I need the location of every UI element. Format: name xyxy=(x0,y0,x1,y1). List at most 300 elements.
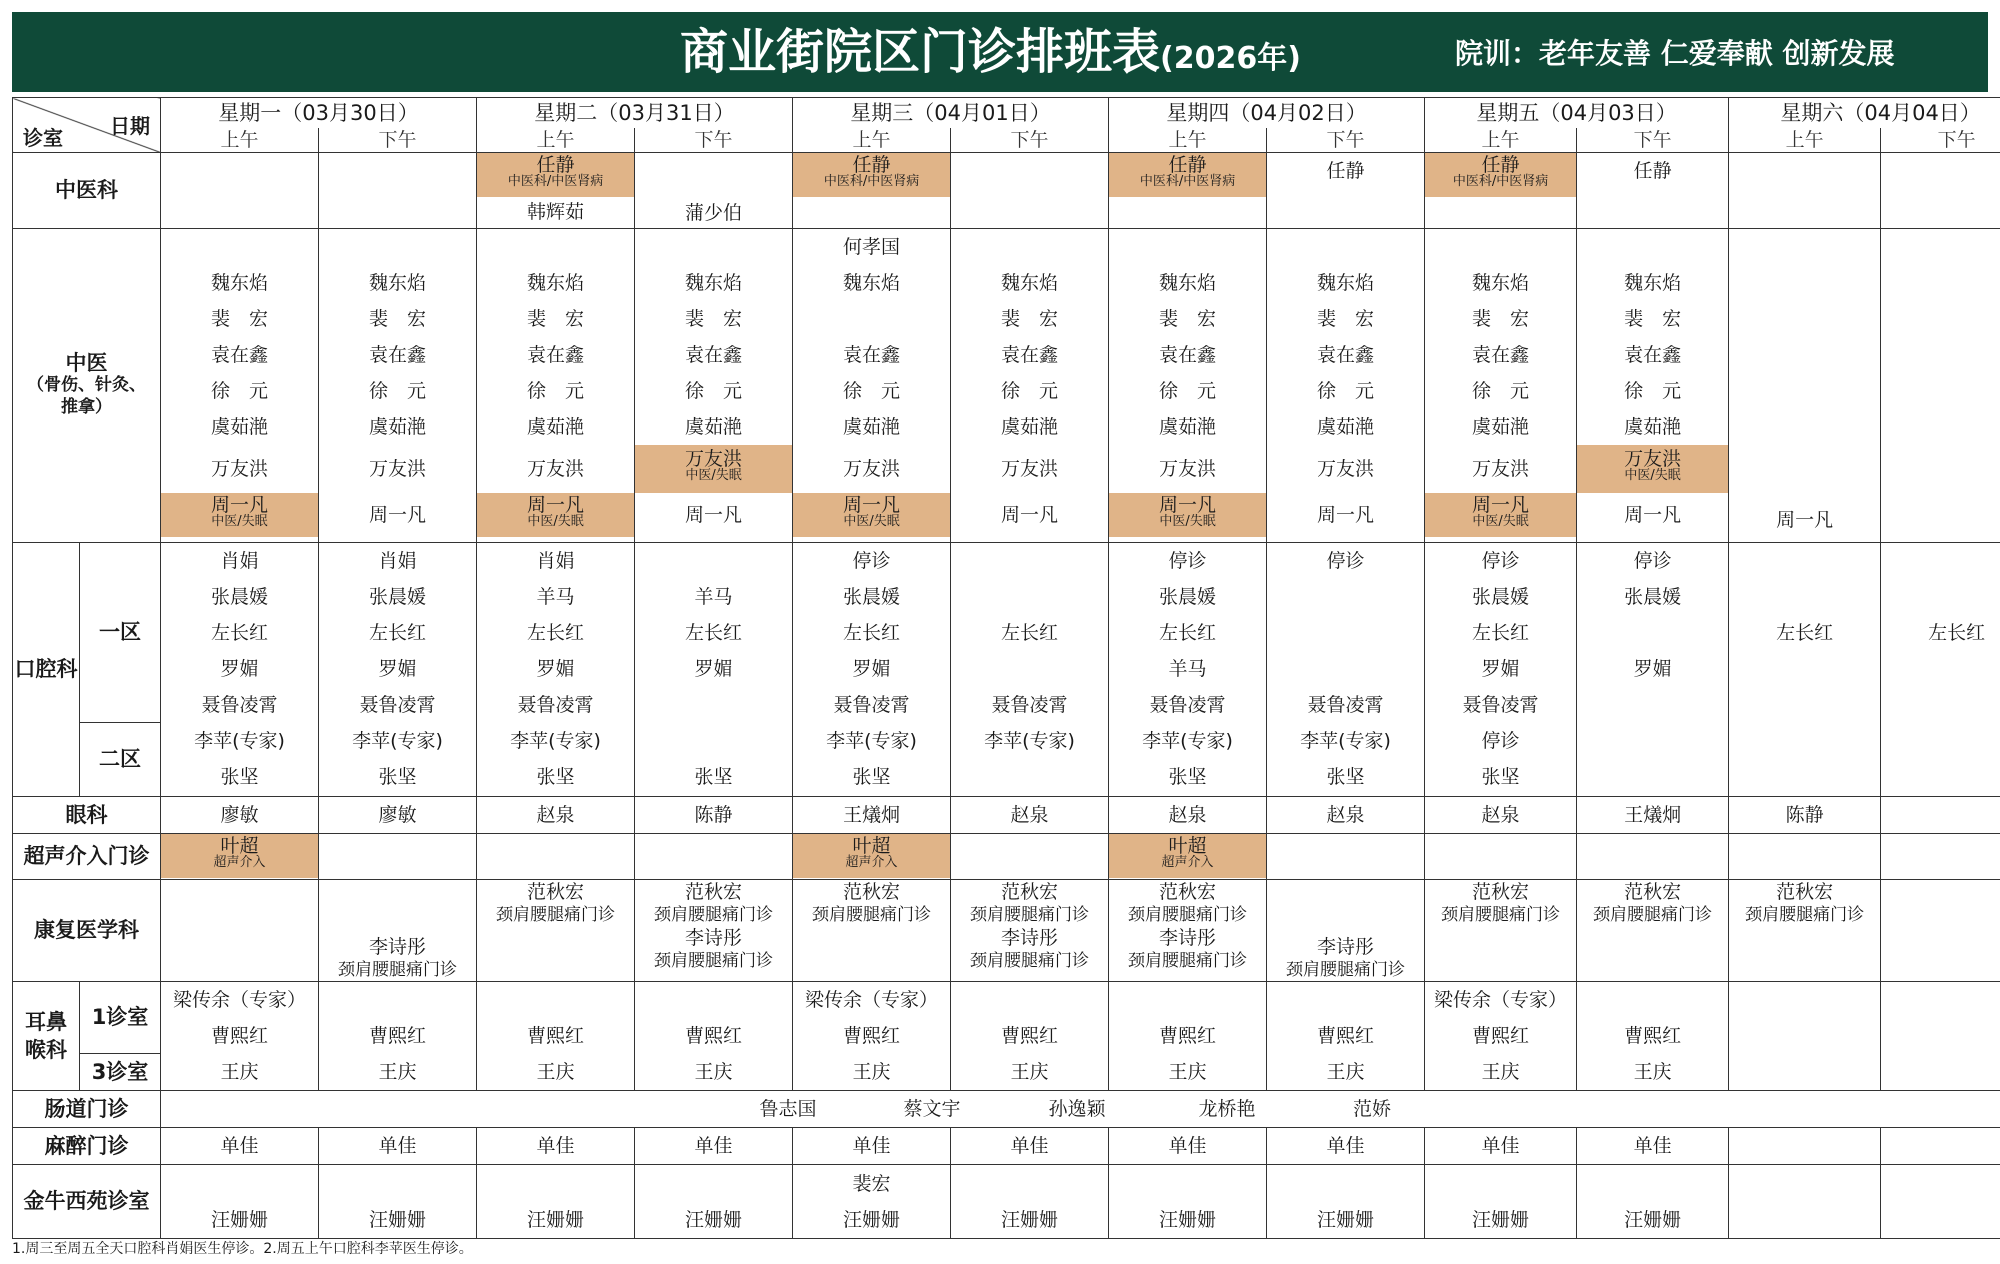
cell-tcm-thu-pm xyxy=(1267,152,1425,228)
doctor-name: 李苹(专家) xyxy=(510,729,601,752)
closed-status: 停诊 xyxy=(1481,729,1520,752)
cell-empty xyxy=(161,152,319,228)
cell-tcm2-thu-am xyxy=(1109,228,1267,542)
doctor-name: 周一凡 xyxy=(1624,503,1682,526)
cell-jinniu xyxy=(477,1164,635,1238)
doctor-name: 罗媚 xyxy=(378,657,417,680)
doctor-name: 曹熙红 xyxy=(210,1024,268,1047)
cell-anes: 单佳 xyxy=(477,1127,635,1164)
doctor-name: 蔡文宇 xyxy=(903,1097,961,1120)
doctor-name: 王庆 xyxy=(694,1060,733,1083)
doctor-name: 徐 元 xyxy=(527,379,585,402)
doctor-name: 周一凡 xyxy=(1776,508,1834,531)
cell-ultra-thu-am xyxy=(1109,833,1267,879)
doctor-name: 万友洪 xyxy=(843,457,901,480)
cell-empty xyxy=(1881,1164,2000,1238)
cell-jinniu xyxy=(161,1164,319,1238)
doctor-name: 肖娟 xyxy=(536,549,575,572)
half-am: 上午 xyxy=(477,128,635,153)
cell-rehab-tue-am xyxy=(477,879,635,981)
doctor-name: 范秋宏 xyxy=(843,880,901,903)
clinic-spec: 颈肩腰腿痛门诊 xyxy=(338,959,457,980)
cell-empty xyxy=(1881,152,2000,228)
cell-tcm2-mon-pm xyxy=(319,228,477,542)
cell-anes: 单佳 xyxy=(1577,1127,1729,1164)
cell-jinniu xyxy=(1425,1164,1577,1238)
doctor-name: 曹熙红 xyxy=(843,1024,901,1047)
clinic-spec: 颈肩腰腿痛门诊 xyxy=(496,904,616,925)
doctor-name: 袁在鑫 xyxy=(369,343,427,366)
doctor-name: 范秋宏 xyxy=(1776,880,1834,903)
cell-tcm-fri-pm xyxy=(1577,152,1729,228)
doctor-name: 王庆 xyxy=(1168,1060,1207,1083)
doctor-name: 左长红 xyxy=(210,621,268,644)
doctor-name: 曹熙红 xyxy=(369,1024,427,1047)
cell-eye: 赵泉 xyxy=(1109,796,1267,833)
doctor-name: 袁在鑫 xyxy=(1624,343,1682,366)
doctor-name: 袁在鑫 xyxy=(843,343,901,366)
doctor-name: 万友洪 xyxy=(1159,457,1217,480)
doctor-name: 汪姗姗 xyxy=(210,1208,268,1231)
page-title xyxy=(680,24,1301,87)
doctor-name: 魏东焰 xyxy=(685,271,743,294)
doctor-name: 张坚 xyxy=(378,765,417,788)
cell-eye: 王燨炯 xyxy=(1577,796,1729,833)
clinic-spec: 颈肩腰腿痛门诊 xyxy=(1286,959,1406,980)
doctor-name: 袁在鑫 xyxy=(210,343,268,366)
doctor-name: 万友洪 xyxy=(1317,457,1375,480)
title-main: 商业街院区门诊排班表 xyxy=(680,24,1161,80)
clinic-spec: 颈肩腰腿痛门诊 xyxy=(970,904,1090,925)
doctor-name: 聂鲁凌霄 xyxy=(517,693,594,716)
doctor-name: 左长红 xyxy=(843,621,901,644)
cell-ent-tue-am xyxy=(477,981,635,1090)
doctor-name: 周一凡 xyxy=(369,503,427,526)
cell-empty xyxy=(1729,981,1881,1090)
doctor-name: 虞茹滟 xyxy=(1472,415,1530,438)
doctor-name: 范秋宏 xyxy=(685,880,743,903)
cell-dental-tue-pm xyxy=(635,542,793,796)
doctor-name: 李苹(专家) xyxy=(194,729,285,752)
half-am: 上午 xyxy=(1729,128,1881,153)
doctor-name: 张坚 xyxy=(1326,765,1365,788)
doctor-name: 徐 元 xyxy=(1317,379,1375,402)
cell-empty xyxy=(1881,879,2000,981)
doctor-name: 徐 元 xyxy=(843,379,901,402)
cell-empty xyxy=(1729,1127,1881,1164)
cell-rehab-fri-am xyxy=(1425,879,1577,981)
doctor-name: 裴 宏 xyxy=(1001,307,1059,330)
dept-ultrasound: 超声介入门诊 xyxy=(13,833,161,879)
cell-rehab-mon-pm xyxy=(319,879,477,981)
cell-ent-fri-pm xyxy=(1577,981,1729,1090)
doctor-name: 范秋宏 xyxy=(1472,880,1530,903)
ent-room-3: 3诊室 xyxy=(80,1054,161,1090)
cell-ultra-wed-am xyxy=(793,833,951,879)
cell-ent-fri-am xyxy=(1425,981,1577,1090)
cell-tcm2-fri-pm xyxy=(1577,228,1729,542)
cell-dental-sat-pm xyxy=(1881,542,2000,796)
doctor-name: 张坚 xyxy=(694,765,733,788)
title-year: (2026年) xyxy=(1160,41,1301,76)
doctor-name: 羊马 xyxy=(1168,657,1207,680)
header-banner xyxy=(12,12,1988,92)
doctor-name: 左长红 xyxy=(527,621,585,644)
dept-rehab: 康复医学科 xyxy=(13,879,161,981)
doctor-name: 汪姗姗 xyxy=(685,1208,743,1231)
doctor-name: 魏东焰 xyxy=(210,271,268,294)
cell-empty xyxy=(951,833,1109,879)
corner-date-label: 日期 xyxy=(110,114,150,138)
doctor-name: 万友洪 xyxy=(527,457,585,480)
doctor-name: 李苹(专家) xyxy=(352,729,443,752)
doctor-name: 汪姗姗 xyxy=(369,1208,427,1231)
cell-empty xyxy=(1881,981,2000,1090)
doctor-name: 李苹(专家) xyxy=(1300,729,1391,752)
doctor-name: 张坚 xyxy=(1168,765,1207,788)
corner-cell xyxy=(13,98,161,153)
cell-empty xyxy=(1425,833,1577,879)
cell-dental-wed-am xyxy=(793,542,951,796)
closed-status: 停诊 xyxy=(1633,549,1672,572)
doctor-name: 魏东焰 xyxy=(1159,271,1217,294)
doctor-name: 袁在鑫 xyxy=(1472,343,1530,366)
cell-dental-mon-am xyxy=(161,542,319,796)
doctor-highlight: 叶超 超声介入 xyxy=(793,834,950,878)
clinic-spec: 颈肩腰腿痛门诊 xyxy=(1441,904,1561,925)
footnote: 1.周三至周五全天口腔科肖娟医生停诊。2.周五上午口腔科李苹医生停诊。 xyxy=(12,1241,473,1257)
doctor-highlight: 万友洪 中医/失眠 xyxy=(1577,445,1728,493)
doctor-name: 左长红 xyxy=(685,621,743,644)
cell-tcm2-wed-am xyxy=(793,228,951,542)
cell-dental-fri-pm xyxy=(1577,542,1729,796)
doctor-name: 徐 元 xyxy=(1472,379,1530,402)
half-pm: 下午 xyxy=(951,128,1109,153)
doctor-name: 蒲少伯 xyxy=(685,201,743,224)
doctor-highlight: 周一凡 中医/失眠 xyxy=(477,493,634,537)
doctor-name: 曹熙红 xyxy=(527,1024,585,1047)
doctor-name: 万友洪 xyxy=(369,457,427,480)
doctor-name: 周一凡 xyxy=(1317,503,1375,526)
cell-anes: 单佳 xyxy=(951,1127,1109,1164)
cell-eye: 廖敏 xyxy=(161,796,319,833)
doctor-name: 羊马 xyxy=(536,585,575,608)
doctor-name: 魏东焰 xyxy=(843,271,901,294)
day-header-thu: 星期四（04月02日） xyxy=(1109,98,1425,128)
clinic-spec: 颈肩腰腿痛门诊 xyxy=(654,950,774,971)
ent-room-1: 1诊室 xyxy=(80,981,161,1054)
half-am: 上午 xyxy=(1109,128,1267,153)
doctor-name: 徐 元 xyxy=(1159,379,1217,402)
doctor-name: 鲁志国 xyxy=(759,1097,817,1120)
doctor-name: 李苹(专家) xyxy=(826,729,917,752)
cell-dental-sat-am xyxy=(1729,542,1881,796)
doctor-name: 范秋宏 xyxy=(1624,880,1682,903)
doctor-name: 万友洪 xyxy=(1472,457,1530,480)
cell-jinniu xyxy=(635,1164,793,1238)
cell-rehab-tue-pm xyxy=(635,879,793,981)
doctor-name: 龙桥艳 xyxy=(1198,1097,1256,1120)
cell-ent-mon-am xyxy=(161,981,319,1090)
dept-tcm-ortho: 中医 （骨伤、针灸、 推拿） xyxy=(13,228,161,542)
doctor-name: 虞茹滟 xyxy=(1624,415,1682,438)
cell-empty xyxy=(1881,228,2000,542)
doctor-name: 裴 宏 xyxy=(1159,307,1217,330)
doctor-name: 裴 宏 xyxy=(369,307,427,330)
cell-anes: 单佳 xyxy=(793,1127,951,1164)
doctor-highlight: 任静 中医科/中医肾病 xyxy=(1109,153,1266,197)
doctor-highlight: 任静 中医科/中医肾病 xyxy=(477,153,634,197)
dental-zone-1: 一区 xyxy=(80,542,161,722)
half-am: 上午 xyxy=(793,128,951,153)
cell-anes: 单佳 xyxy=(161,1127,319,1164)
doctor-highlight: 叶超 超声介入 xyxy=(161,834,318,878)
doctor-name: 曹熙红 xyxy=(685,1024,743,1047)
doctor-name: 梁传余（专家） xyxy=(805,988,939,1011)
cell-jinniu xyxy=(319,1164,477,1238)
doctor-name: 范秋宏 xyxy=(1159,880,1217,903)
cell-eye: 陈静 xyxy=(1729,796,1881,833)
doctor-name: 王庆 xyxy=(1481,1060,1520,1083)
doctor-name: 聂鲁凌霄 xyxy=(359,693,436,716)
cell-jinniu xyxy=(951,1164,1109,1238)
doctor-name: 曹熙红 xyxy=(1001,1024,1059,1047)
half-pm: 下午 xyxy=(1267,128,1425,153)
clinic-spec: 颈肩腰腿痛门诊 xyxy=(654,904,774,925)
day-header-sat: 星期六（04月04日） xyxy=(1729,98,2000,128)
doctor-name: 万友洪 xyxy=(1001,457,1059,480)
dept-tcm: 中医科 xyxy=(13,152,161,228)
half-am: 上午 xyxy=(1425,128,1577,153)
cell-tcm2-thu-pm xyxy=(1267,228,1425,542)
doctor-name: 周一凡 xyxy=(685,503,743,526)
cell-ent-wed-am xyxy=(793,981,951,1090)
cell-dental-wed-pm xyxy=(951,542,1109,796)
closed-status: 停诊 xyxy=(1481,549,1520,572)
doctor-name: 虞茹滟 xyxy=(1159,415,1217,438)
doctor-name: 罗媚 xyxy=(1481,657,1520,680)
dental-zone-2: 二区 xyxy=(80,722,161,796)
doctor-name: 聂鲁凌霄 xyxy=(1149,693,1226,716)
cell-jinniu xyxy=(1577,1164,1729,1238)
cell-empty xyxy=(1729,152,1881,228)
day-header-tue: 星期二（03月31日） xyxy=(477,98,793,128)
doctor-name: 袁在鑫 xyxy=(1317,343,1375,366)
doctor-name: 李诗彤 xyxy=(1159,926,1217,949)
doctor-name: 虞茹滟 xyxy=(1317,415,1375,438)
cell-anes: 单佳 xyxy=(1267,1127,1425,1164)
doctor-name: 左长红 xyxy=(1928,621,1986,644)
cell-dental-thu-pm xyxy=(1267,542,1425,796)
doctor-name: 范秋宏 xyxy=(1001,880,1059,903)
doctor-name: 左长红 xyxy=(369,621,427,644)
doctor-name: 王庆 xyxy=(1633,1060,1672,1083)
doctor-name: 罗媚 xyxy=(852,657,891,680)
doctor-name: 徐 元 xyxy=(210,379,268,402)
cell-anes: 单佳 xyxy=(319,1127,477,1164)
doctor-name: 任静 xyxy=(1326,159,1365,182)
cell-tcm-fri-am xyxy=(1425,152,1577,228)
cell-rehab-thu-am xyxy=(1109,879,1267,981)
cell-tcm2-sat-am xyxy=(1729,228,1881,542)
cell-ent-thu-pm xyxy=(1267,981,1425,1090)
doctor-name: 汪姗姗 xyxy=(527,1208,585,1231)
doctor-name: 肖娟 xyxy=(220,549,259,572)
doctor-name: 魏东焰 xyxy=(369,271,427,294)
cell-rehab-fri-pm xyxy=(1577,879,1729,981)
doctor-name: 何孝国 xyxy=(843,235,901,258)
cell-tcm2-fri-am xyxy=(1425,228,1577,542)
doctor-name: 虞茹滟 xyxy=(685,415,743,438)
half-pm: 下午 xyxy=(635,128,793,153)
doctor-name: 魏东焰 xyxy=(527,271,585,294)
doctor-name: 左长红 xyxy=(1159,621,1217,644)
doctor-name: 梁传余（专家） xyxy=(1434,988,1568,1011)
clinic-spec: 颈肩腰腿痛门诊 xyxy=(1593,904,1713,925)
cell-ultra-mon-am xyxy=(161,833,319,879)
cell-empty xyxy=(1729,1164,1881,1238)
cell-empty xyxy=(1881,833,2000,879)
doctor-name: 曹熙红 xyxy=(1624,1024,1682,1047)
doctor-name: 李苹(专家) xyxy=(1142,729,1233,752)
doctor-name: 聂鲁凌霄 xyxy=(833,693,910,716)
clinic-spec: 颈肩腰腿痛门诊 xyxy=(1128,950,1248,971)
cell-empty xyxy=(161,879,319,981)
doctor-name: 梁传余（专家） xyxy=(172,988,306,1011)
doctor-name: 裴 宏 xyxy=(1472,307,1530,330)
doctor-name: 袁在鑫 xyxy=(1159,343,1217,366)
cell-eye: 赵泉 xyxy=(1425,796,1577,833)
doctor-name: 张坚 xyxy=(1481,765,1520,788)
clinic-spec: 颈肩腰腿痛门诊 xyxy=(1745,904,1865,925)
doctor-name: 李诗彤 xyxy=(369,935,427,958)
day-header-wed: 星期三（04月01日） xyxy=(793,98,1109,128)
doctor-name: 左长红 xyxy=(1776,621,1834,644)
doctor-name: 罗媚 xyxy=(220,657,259,680)
doctor-name: 袁在鑫 xyxy=(1001,343,1059,366)
doctor-name: 虞茹滟 xyxy=(843,415,901,438)
day-header-fri: 星期五（04月03日） xyxy=(1425,98,1729,128)
doctor-name: 孙逸颖 xyxy=(1048,1097,1106,1120)
doctor-name: 汪姗姗 xyxy=(843,1208,901,1231)
doctor-highlight: 周一凡 中医/失眠 xyxy=(161,493,318,537)
doctor-name: 裴 宏 xyxy=(685,307,743,330)
dept-ent: 耳鼻 喉科 xyxy=(13,981,80,1090)
day-header-mon: 星期一（03月30日） xyxy=(161,98,477,128)
doctor-name: 徐 元 xyxy=(369,379,427,402)
doctor-name: 张晨媛 xyxy=(1624,585,1682,608)
cell-tcm2-mon-am xyxy=(161,228,319,542)
doctor-name: 虞茹滟 xyxy=(369,415,427,438)
cell-rehab-wed-am xyxy=(793,879,951,981)
cell-empty xyxy=(1577,833,1729,879)
doctor-name: 裴宏 xyxy=(852,1172,891,1195)
doctor-name: 张坚 xyxy=(220,765,259,788)
cell-tcm2-tue-pm xyxy=(635,228,793,542)
doctor-name: 魏东焰 xyxy=(1001,271,1059,294)
cell-ent-thu-am xyxy=(1109,981,1267,1090)
doctor-name: 张晨媛 xyxy=(843,585,901,608)
cell-eye: 陈静 xyxy=(635,796,793,833)
doctor-name: 聂鲁凌霄 xyxy=(991,693,1068,716)
cell-jinniu xyxy=(1267,1164,1425,1238)
cell-ent-wed-pm xyxy=(951,981,1109,1090)
doctor-name: 裴 宏 xyxy=(1317,307,1375,330)
doctor-name: 左长红 xyxy=(1472,621,1530,644)
doctor-highlight: 周一凡 中医/失眠 xyxy=(1425,493,1576,537)
cell-dental-tue-am xyxy=(477,542,635,796)
doctor-highlight: 任静 中医科/中医肾病 xyxy=(1425,153,1576,197)
doctor-name: 张坚 xyxy=(852,765,891,788)
doctor-name: 曹熙红 xyxy=(1472,1024,1530,1047)
cell-dental-mon-pm xyxy=(319,542,477,796)
cell-dental-thu-am xyxy=(1109,542,1267,796)
doctor-name: 张晨媛 xyxy=(1472,585,1530,608)
cell-empty xyxy=(1729,833,1881,879)
doctor-name: 曹熙红 xyxy=(1317,1024,1375,1047)
half-am: 上午 xyxy=(161,128,319,153)
cell-tcm2-tue-am xyxy=(477,228,635,542)
doctor-name: 聂鲁凌霄 xyxy=(1307,693,1384,716)
doctor-name: 李诗彤 xyxy=(1001,926,1059,949)
doctor-name: 李苹(专家) xyxy=(984,729,1075,752)
doctor-name: 王庆 xyxy=(220,1060,259,1083)
doctor-name: 汪姗姗 xyxy=(1001,1208,1059,1231)
schedule-table xyxy=(12,97,2000,1239)
clinic-spec: 颈肩腰腿痛门诊 xyxy=(970,950,1090,971)
doctor-name: 虞茹滟 xyxy=(210,415,268,438)
cell-empty xyxy=(635,833,793,879)
dept-eye: 眼科 xyxy=(13,796,161,833)
cell-empty xyxy=(1881,1127,2000,1164)
cell-tcm-thu-am xyxy=(1109,152,1267,228)
dept-jinniu: 金牛西苑诊室 xyxy=(13,1164,161,1238)
doctor-name: 张晨媛 xyxy=(369,585,427,608)
doctor-name: 汪姗姗 xyxy=(1472,1208,1530,1231)
doctor-name: 罗媚 xyxy=(536,657,575,680)
cell-jinniu xyxy=(1109,1164,1267,1238)
doctor-name: 裴 宏 xyxy=(527,307,585,330)
cell-empty xyxy=(319,152,477,228)
doctor-name: 魏东焰 xyxy=(1472,271,1530,294)
doctor-name: 王庆 xyxy=(378,1060,417,1083)
doctor-name: 肖娟 xyxy=(378,549,417,572)
doctor-name: 曹熙红 xyxy=(1159,1024,1217,1047)
doctor-name: 王庆 xyxy=(1326,1060,1365,1083)
doctor-name: 徐 元 xyxy=(685,379,743,402)
doctor-name: 魏东焰 xyxy=(1624,271,1682,294)
half-pm: 下午 xyxy=(1881,128,2000,153)
doctor-name: 袁在鑫 xyxy=(685,343,743,366)
cell-tcm2-wed-pm xyxy=(951,228,1109,542)
dept-anesthesia: 麻醉门诊 xyxy=(13,1127,161,1164)
cell-eye: 赵泉 xyxy=(951,796,1109,833)
doctor-highlight: 周一凡 中医/失眠 xyxy=(793,493,950,537)
cell-empty xyxy=(1881,796,2000,833)
cell-tcm-tue-pm xyxy=(635,152,793,228)
cell-eye: 赵泉 xyxy=(1267,796,1425,833)
doctor-name: 李诗彤 xyxy=(685,926,743,949)
doctor-name: 虞茹滟 xyxy=(527,415,585,438)
hospital-motto: 院训：老年友善 仁爱奉献 创新发展 xyxy=(1455,37,1895,70)
doctor-name: 张坚 xyxy=(536,765,575,788)
doctor-name: 李诗彤 xyxy=(1317,935,1375,958)
doctor-name: 虞茹滟 xyxy=(1001,415,1059,438)
cell-empty xyxy=(951,152,1109,228)
doctor-name: 聂鲁凌霄 xyxy=(201,693,278,716)
cell-eye: 赵泉 xyxy=(477,796,635,833)
clinic-spec: 颈肩腰腿痛门诊 xyxy=(1128,904,1248,925)
